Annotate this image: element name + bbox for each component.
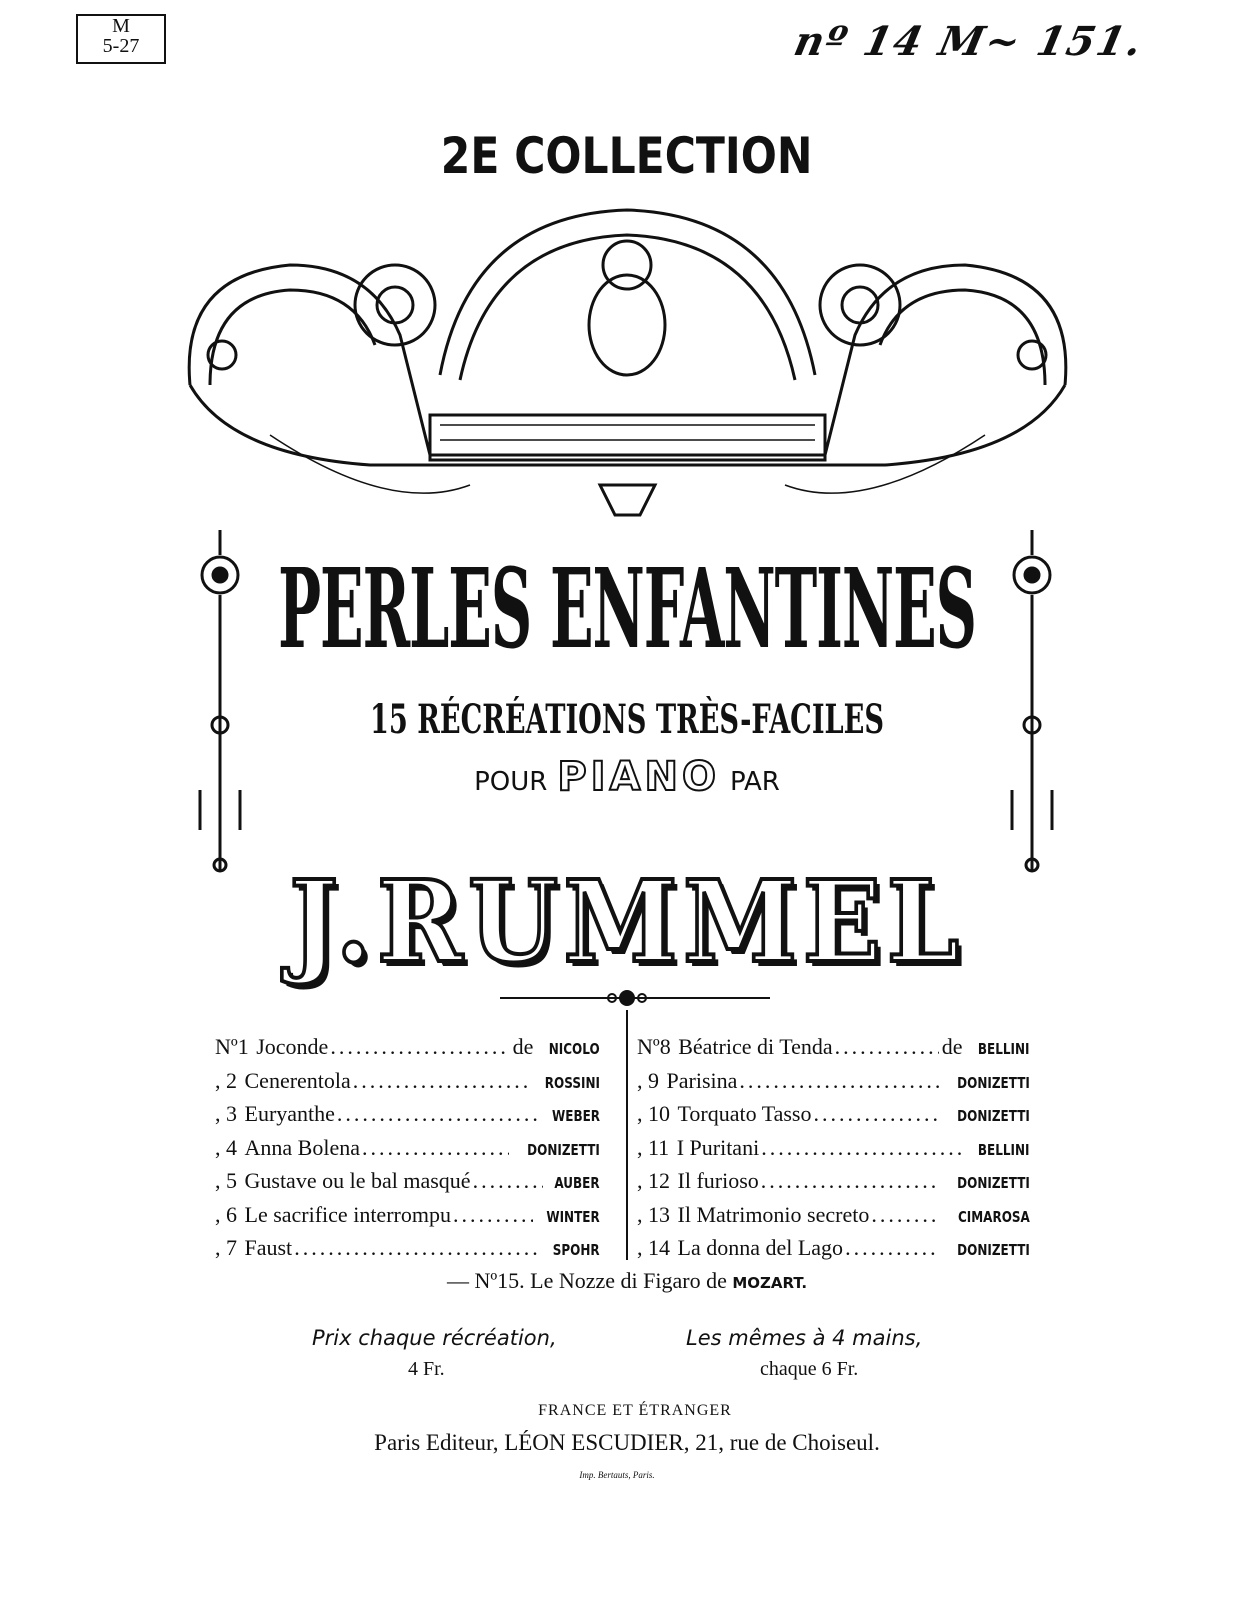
contents-item xyxy=(215,1034,600,1064)
main-title xyxy=(0,545,1254,673)
leader-dots xyxy=(453,1202,533,1228)
main-title-text: PERLES ENFANTINES xyxy=(278,544,976,673)
item-title: Gustave ou le bal masqué xyxy=(244,1168,471,1193)
item-number: , 13 xyxy=(637,1201,670,1227)
contents-item xyxy=(637,1135,1030,1165)
collection-text: 2E COLLECTION xyxy=(441,127,813,185)
item-number: Nº1 xyxy=(215,1034,249,1059)
item-composer: AUBER xyxy=(554,1174,600,1192)
finale-de: de xyxy=(706,1268,727,1293)
contents-item xyxy=(215,1168,600,1198)
item-title: Joconde xyxy=(256,1034,329,1059)
stamp-bottom: 5-27 xyxy=(102,35,140,57)
item-composer: DONIZETTI xyxy=(957,1241,1030,1259)
item-composer: DONIZETTI xyxy=(527,1140,600,1159)
instrument-text: PIANO xyxy=(557,754,720,800)
item-composer: DONIZETTI xyxy=(957,1107,1030,1125)
item-title: Béatrice di Tenda xyxy=(678,1034,833,1059)
contents-finale xyxy=(0,1268,1254,1294)
publisher-region: FRANCE ET ÉTRANGER xyxy=(538,1402,732,1419)
leader-dots xyxy=(473,1168,544,1194)
divider-flourish-icon xyxy=(600,986,654,1010)
contents-item xyxy=(637,1168,1030,1198)
contents-item xyxy=(637,1202,1030,1232)
finale-title: Le Nozze di Figaro xyxy=(530,1268,701,1293)
ornament-cherub-frame-icon xyxy=(170,195,1085,535)
leader-dots xyxy=(330,1034,509,1060)
item-title: Cenerentola xyxy=(244,1067,351,1093)
item-number: , 2 xyxy=(215,1067,237,1093)
leader-dots xyxy=(835,1034,939,1060)
item-composer: ROSSINI xyxy=(544,1073,600,1092)
item-de: de xyxy=(941,1034,963,1059)
item-title: Anna Bolena xyxy=(244,1134,360,1160)
leader-dots xyxy=(845,1235,939,1261)
leader-dots xyxy=(739,1068,939,1094)
contents-item xyxy=(215,1101,600,1131)
leader-dots xyxy=(814,1101,940,1127)
item-title: La donna del Lago xyxy=(677,1235,844,1260)
item-composer: BELLINI xyxy=(978,1140,1030,1159)
finale-composer: MOZART. xyxy=(732,1274,808,1292)
printer-credit: Imp. Bertauts, Paris. xyxy=(579,1470,655,1480)
item-number: , 14 xyxy=(637,1235,670,1260)
item-title: Il furioso xyxy=(677,1168,759,1193)
contents-item xyxy=(215,1202,600,1232)
author-text: J.RUMMEL xyxy=(289,857,965,988)
price-single-value: 4 Fr. xyxy=(408,1358,445,1380)
item-number: , 10 xyxy=(637,1101,670,1126)
par-text: PAR xyxy=(730,767,780,797)
item-title: Il Matrimonio secreto xyxy=(677,1201,870,1227)
item-number: , 4 xyxy=(215,1134,237,1160)
item-number: , 12 xyxy=(637,1168,670,1193)
item-title: Torquato Tasso xyxy=(677,1101,812,1126)
author-name xyxy=(0,858,1254,988)
leader-dots xyxy=(353,1068,531,1094)
item-de: de xyxy=(512,1034,534,1059)
leader-dots xyxy=(294,1235,541,1261)
subtitle xyxy=(0,696,1254,744)
item-number: , 11 xyxy=(637,1134,670,1160)
item-composer: BELLINI xyxy=(978,1040,1030,1058)
price-single-label: Prix chaque récréation, xyxy=(312,1326,557,1350)
library-stamp xyxy=(76,14,166,64)
item-composer: DONIZETTI xyxy=(957,1174,1030,1192)
price-duet-label: Les mêmes à 4 mains, xyxy=(686,1326,923,1350)
subtitle-text: 15 RÉCRÉATIONS TRÈS-FACILES xyxy=(369,696,885,743)
item-number: , 3 xyxy=(215,1101,237,1126)
stamp-top: M xyxy=(112,15,130,37)
item-number: , 5 xyxy=(215,1168,237,1193)
publisher-line: Paris Editeur, LÉON ESCUDIER, 21, rue de Choiseul. xyxy=(374,1430,880,1455)
item-composer: CIMAROSA xyxy=(958,1207,1030,1226)
item-number: Nº8 xyxy=(637,1034,671,1059)
handwritten-note: nº 14 M~ 151. xyxy=(790,18,1148,65)
contents-item xyxy=(215,1235,600,1265)
contents-item xyxy=(215,1135,600,1165)
leader-dots xyxy=(871,1202,940,1228)
item-title: I Puritani xyxy=(676,1134,760,1160)
pour-text: POUR xyxy=(474,767,548,797)
item-composer: WINTER xyxy=(546,1207,600,1226)
contents-item xyxy=(215,1068,600,1098)
price-duet-value: chaque 6 Fr. xyxy=(760,1358,859,1380)
column-separator xyxy=(626,1010,628,1260)
item-number: , 7 xyxy=(215,1235,237,1260)
contents-item xyxy=(637,1235,1030,1265)
item-composer: WEBER xyxy=(551,1107,600,1125)
item-composer: DONIZETTI xyxy=(957,1073,1030,1092)
contents-item xyxy=(637,1034,1030,1064)
finale-number: — Nº15. xyxy=(446,1268,525,1293)
item-composer: SPOHR xyxy=(553,1241,600,1259)
item-title: Le sacrifice interrompu xyxy=(244,1201,451,1227)
item-composer: NICOLO xyxy=(549,1040,600,1058)
item-title: Faust xyxy=(244,1235,293,1260)
instrument-line xyxy=(0,752,1254,807)
leader-dots xyxy=(761,1135,965,1161)
leader-dots xyxy=(337,1101,540,1127)
item-title: Parisina xyxy=(666,1067,738,1093)
leader-dots xyxy=(362,1135,509,1161)
contents-item xyxy=(637,1101,1030,1131)
item-number: , 6 xyxy=(215,1201,237,1227)
item-number: , 9 xyxy=(637,1067,659,1093)
item-title: Euryanthe xyxy=(244,1101,335,1126)
collection-heading xyxy=(0,126,1254,186)
leader-dots xyxy=(761,1168,939,1194)
contents-item xyxy=(637,1068,1030,1098)
